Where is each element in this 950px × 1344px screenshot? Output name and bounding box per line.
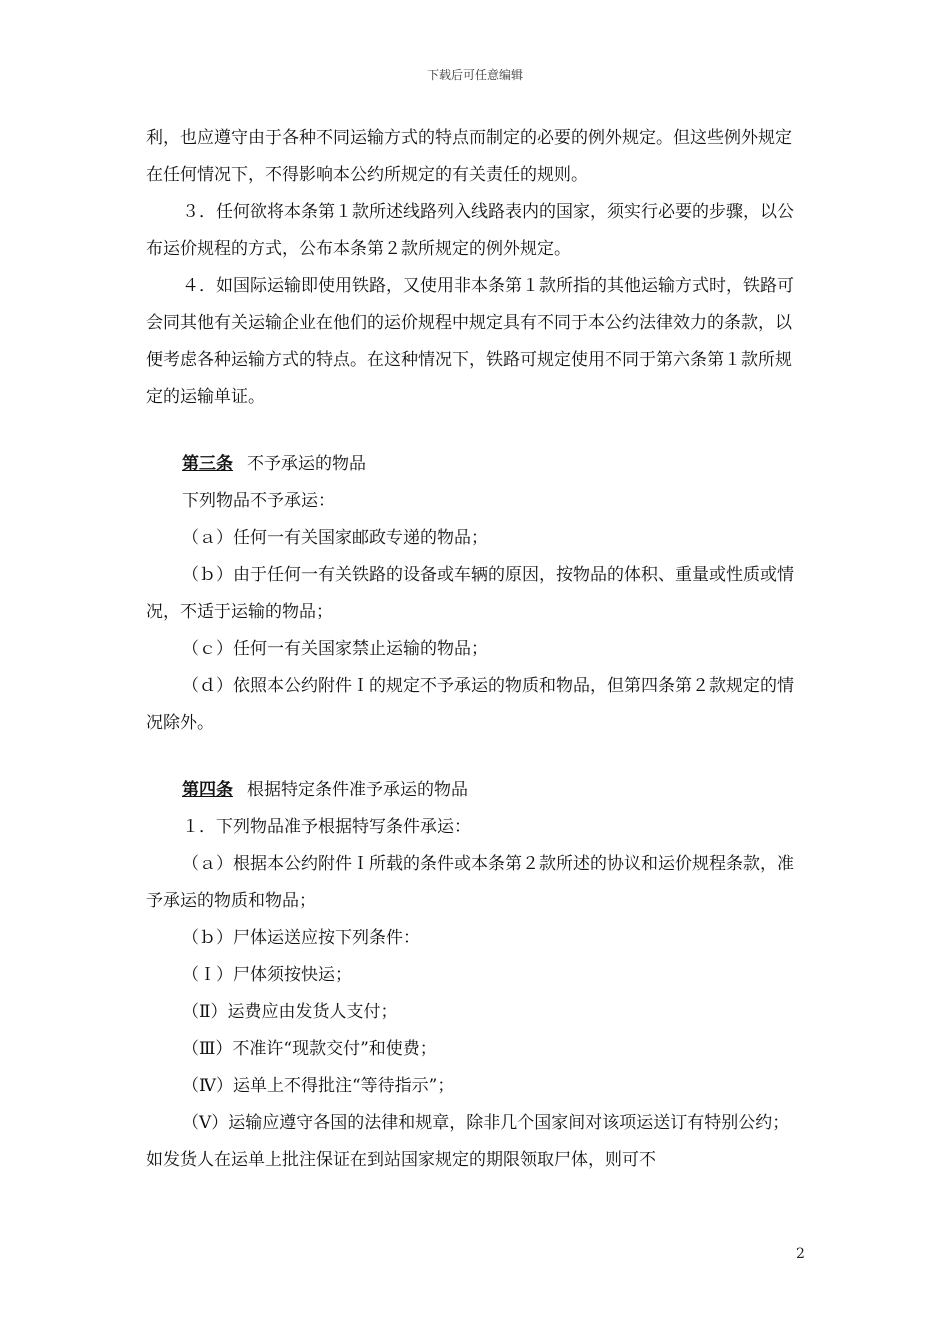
paragraph: １．下列物品准予根据特写条件承运： bbox=[182, 817, 471, 837]
paragraph: ４．如国际运输即使用铁路，又使用非本条第１款所指的其他运输方式时，铁路可会同其他有关运输企业在他们的运价规程中规定具有不同于本公约法律效力的条款，以便考虑各种运输方式的特点。在这种情况下，铁路可规定使用不同于第六条第１款所规定的运输单证。 bbox=[146, 276, 794, 407]
paragraph: 下列物品不予承运： bbox=[182, 491, 335, 511]
article-3-heading bbox=[146, 446, 806, 483]
article-4-heading bbox=[146, 772, 806, 809]
paragraph: （ｄ）依照本公约附件Ｉ的规定不予承运的物质和物品，但第四条第２款规定的情况除外。 bbox=[146, 676, 794, 733]
paragraph: ３．任何欲将本条第１款所述线路列入线路表内的国家，须实行必要的步骤，以公布运价规程的方式，公布本条第２款所规定的例外规定。 bbox=[146, 202, 794, 259]
paragraph: （Ⅳ）运单上不得批注“等待指示”； bbox=[182, 1076, 455, 1096]
paragraph: （ｃ）任何一有关国家禁止运输的物品； bbox=[182, 639, 488, 659]
article-4-subject: 根据特定条件准予承运的物品 bbox=[247, 780, 468, 800]
document-body bbox=[146, 120, 806, 1179]
article-4-title: 第四条 bbox=[182, 780, 233, 800]
paragraph: 利，也应遵守由于各种不同运输方式的特点而制定的必要的例外规定。但这些例外规定在任何情况下，不得影响本公约所规定的有关责任的规则。 bbox=[146, 128, 792, 185]
paragraph: （Ⅱ）运费应由发货人支付； bbox=[182, 1002, 398, 1022]
paragraph: （ａ）任何一有关国家邮政专递的物品； bbox=[182, 528, 488, 548]
article-3-subject: 不予承运的物品 bbox=[247, 454, 366, 474]
paragraph: （Ｉ）尸体须按快运； bbox=[182, 965, 352, 985]
page-number: 2 bbox=[796, 1246, 805, 1262]
paragraph: （ｂ）由于任何一有关铁路的设备或车辆的原因，按物品的体积、重量或性质或情况，不适于运输的物品； bbox=[146, 565, 794, 622]
paragraph: （ａ）根据本公约附件Ｉ所载的条件或本条第２款所述的协议和运价规程条款，准予承运的物质和物品； bbox=[146, 854, 794, 911]
paragraph: （ｂ）尸体运送应按下列条件： bbox=[182, 928, 420, 948]
page-header: 下载后可任意编辑 bbox=[426, 68, 523, 82]
article-3-title: 第三条 bbox=[182, 454, 233, 474]
paragraph: （Ⅲ）不准许“现款交付”和使费； bbox=[182, 1039, 437, 1059]
paragraph: （Ⅴ）运输应遵守各国的法律和规章，除非几个国家间对该项运送订有特别公约；如发货人在运单上批注保证在到站国家规定的期限领取尸体，则可不 bbox=[146, 1113, 790, 1170]
